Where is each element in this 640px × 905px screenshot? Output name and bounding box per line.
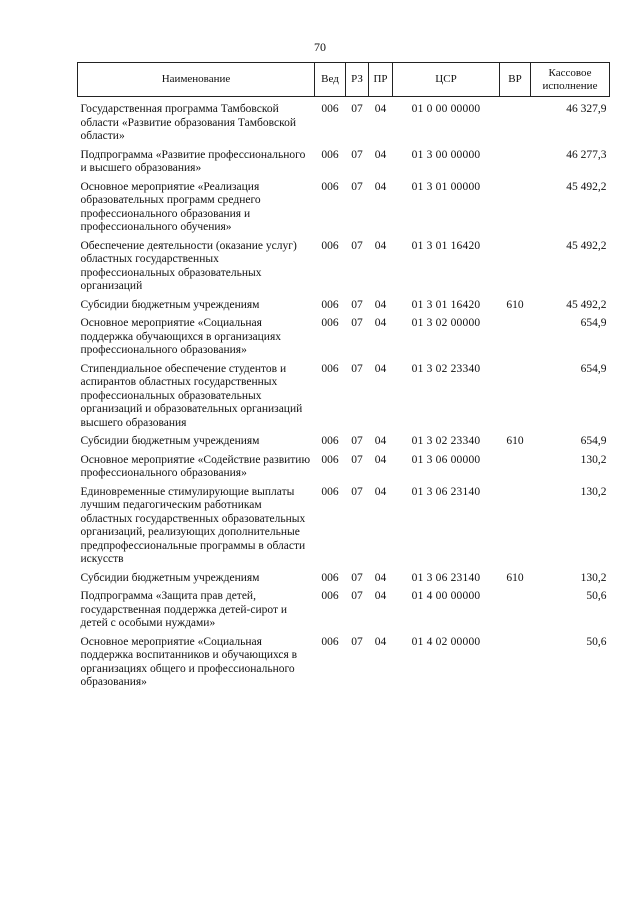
row-sum: 50,6 (586, 590, 607, 602)
row-ved: 006 (321, 453, 339, 466)
row-ved: 006 (321, 298, 339, 311)
row-pr: 04 (374, 571, 387, 584)
row-rz: 07 (351, 590, 363, 602)
row-name: Основное мероприятие «Реализация образовательных программ среднего профессионального образования и профессионального обучения» (80, 180, 261, 233)
row-rz: 07 (351, 571, 363, 584)
row-name: Основное мероприятие «Социальная поддержка обучающихся в организациях профессионального образования» (80, 317, 281, 356)
table-row (78, 317, 610, 363)
header-vr: ВР (500, 63, 531, 97)
row-rz: 07 (351, 103, 363, 115)
row-vr: 610 (506, 298, 524, 311)
row-name: Субсидии бюджетным учреждениям (80, 298, 260, 311)
row-vr (500, 363, 531, 436)
row-csr: 01 3 02 00000 (411, 317, 481, 329)
table-row (78, 363, 610, 436)
budget-table (77, 62, 610, 695)
row-vr (500, 590, 531, 636)
header-pr: ПР (369, 63, 393, 97)
row-pr: 04 (374, 485, 387, 498)
row-pr: 04 (374, 180, 387, 193)
row-name: Стипендиальное обеспечение студентов и аспирантов областных государственных профессиональных образовательных организаций и образовательных организаций высшего образования (80, 362, 303, 429)
row-ved: 006 (321, 590, 339, 602)
row-sum: 130,2 (580, 571, 607, 584)
row-sum: 130,2 (580, 485, 607, 498)
header-sum: Кассовое исполнение (531, 63, 610, 97)
row-ved: 006 (321, 635, 339, 648)
row-rz: 07 (351, 239, 363, 252)
row-rz: 07 (351, 317, 363, 329)
row-sum: 654,9 (580, 362, 607, 375)
row-rz: 07 (351, 635, 363, 648)
row-pr: 04 (374, 453, 387, 466)
row-rz: 07 (351, 148, 363, 161)
row-ved: 006 (321, 571, 339, 584)
row-pr: 04 (374, 103, 387, 115)
row-name: Обеспечение деятельности (оказание услуг) областных государственных профессиональных образовательных организаций (80, 239, 297, 292)
row-csr: 01 3 06 23140 (411, 485, 481, 498)
row-csr: 01 3 06 00000 (411, 453, 481, 466)
table-row (78, 299, 610, 318)
row-pr: 04 (374, 362, 387, 375)
row-name: Субсидии бюджетным учреждениям (80, 435, 260, 447)
table-row (78, 435, 610, 454)
table-row (78, 636, 610, 695)
table-row (78, 240, 610, 299)
table-body (78, 97, 610, 695)
table-row (78, 181, 610, 240)
row-name: Субсидии бюджетным учреждениям (80, 571, 260, 584)
row-pr: 04 (374, 590, 387, 602)
table-header (78, 63, 610, 97)
row-vr (500, 240, 531, 299)
row-csr: 01 3 06 23140 (411, 571, 481, 584)
table-row (78, 149, 610, 181)
header-ved: Вед (315, 63, 346, 97)
row-rz: 07 (351, 298, 363, 311)
table-row (78, 572, 610, 591)
row-sum: 45 492,2 (566, 239, 607, 252)
row-ved: 006 (321, 317, 339, 329)
row-ved: 006 (321, 103, 339, 115)
row-vr: 610 (506, 435, 524, 447)
header-name: Наименование (78, 63, 315, 97)
row-csr: 01 3 01 00000 (411, 180, 481, 193)
row-ved: 006 (321, 239, 339, 252)
row-sum: 130,2 (580, 453, 607, 466)
row-rz: 07 (351, 485, 363, 498)
row-rz: 07 (351, 180, 363, 193)
row-rz: 07 (351, 453, 363, 466)
row-csr: 01 4 00 00000 (411, 590, 481, 602)
page-number: 70 (314, 40, 326, 54)
row-vr (500, 149, 531, 181)
row-vr (500, 97, 531, 149)
row-csr: 01 3 01 16420 (411, 239, 481, 252)
row-rz: 07 (351, 362, 363, 375)
row-pr: 04 (374, 317, 387, 329)
row-pr: 04 (374, 148, 387, 161)
header-rz: РЗ (346, 63, 369, 97)
row-pr: 04 (374, 298, 387, 311)
row-ved: 006 (321, 435, 339, 447)
table-row (78, 486, 610, 572)
row-ved: 006 (321, 148, 339, 161)
row-csr: 01 4 02 00000 (411, 635, 481, 648)
row-name: Основное мероприятие «Содействие развитию профессионального образования» (80, 453, 311, 479)
row-csr: 01 3 02 23340 (411, 362, 481, 375)
row-name: Подпрограмма «Защита прав детей, государственная поддержка детей-сирот и детей с особыми нуждами» (80, 590, 288, 629)
row-sum: 654,9 (580, 435, 607, 447)
table-row (78, 590, 610, 636)
row-ved: 006 (321, 485, 339, 498)
row-name: Государственная программа Тамбовской области «Развитие образования Тамбовской области» (80, 103, 296, 142)
table-row (78, 454, 610, 486)
row-ved: 006 (321, 362, 339, 375)
row-pr: 04 (374, 635, 387, 648)
row-sum: 50,6 (586, 635, 607, 648)
row-vr (500, 181, 531, 240)
row-pr: 04 (374, 435, 387, 447)
row-sum: 46 277,3 (566, 148, 607, 161)
row-name: Основное мероприятие «Социальная поддержка воспитанников и обучающихся в организациях общего и профессионального образования» (80, 635, 298, 688)
row-sum: 46 327,9 (566, 103, 607, 115)
row-sum: 654,9 (580, 317, 607, 329)
row-csr: 01 3 00 00000 (411, 148, 481, 161)
row-vr: 610 (506, 571, 524, 584)
header-csr: ЦСР (393, 63, 500, 97)
row-rz: 07 (351, 435, 363, 447)
row-name: Единовременные стимулирующие выплаты лучшим педагогическим работникам областных государственных образовательных организаций, реализующих дополнительные предпрофессиональные программы в области искусств (80, 485, 306, 565)
row-vr (500, 317, 531, 363)
row-sum: 45 492,2 (566, 180, 607, 193)
row-pr: 04 (374, 239, 387, 252)
row-vr (500, 486, 531, 572)
row-csr: 01 3 02 23340 (411, 435, 481, 447)
row-name: Подпрограмма «Развитие профессионального и высшего образования» (80, 148, 306, 174)
row-sum: 45 492,2 (566, 298, 607, 311)
row-csr: 01 3 01 16420 (411, 298, 481, 311)
row-vr (500, 454, 531, 486)
row-csr: 01 0 00 00000 (411, 103, 481, 115)
row-vr (500, 636, 531, 695)
table-row (78, 97, 610, 149)
row-ved: 006 (321, 180, 339, 193)
